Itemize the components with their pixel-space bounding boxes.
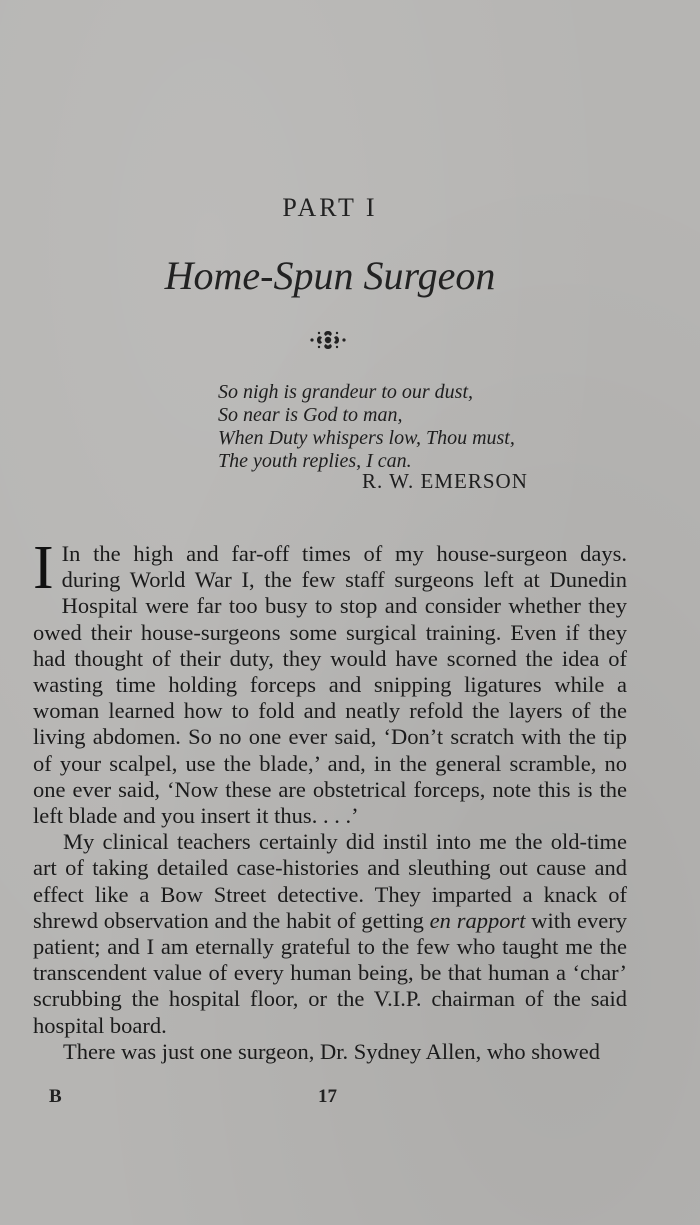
paragraph-1 (33, 534, 627, 829)
paragraph-3: There was just one surgeon, Dr. Sydney Allen, who showed (63, 1038, 601, 1064)
chapter-title: Home-Spun Surgeon (164, 253, 496, 298)
epigraph-line: The youth replies, I can. (218, 450, 412, 472)
paragraph-2-text-a: My clinical teachers certainly did instil into me the old-time art of taking detailed case-histories and sleuthing out cause and effect like a Bow Street detective. They imparted a knack of shrewd observation and the habit of getting (33, 829, 627, 933)
paragraph-2-italic: en rapport (429, 907, 526, 933)
part-heading: PART I (282, 193, 378, 222)
drop-cap: I (33, 534, 54, 602)
epigraph-attribution: R. W. EMERSON (362, 469, 528, 493)
paragraph-2-text-b: with every patient; and I am eternally grateful to the few who taught me the transcendent value of every human being, be that human a ‘char’ scrubbing the hospital floor, or the V.I.P. chairman of the said hospital board. (33, 907, 628, 1038)
page-number: 17 (318, 1086, 337, 1107)
paragraph-2 (33, 829, 627, 1039)
signature-mark: B (49, 1086, 62, 1107)
fleuron-icon (308, 327, 348, 353)
epigraph (218, 381, 515, 473)
epigraph-line: When Duty whispers low, Thou must, (218, 427, 515, 449)
paragraph-1-text: In the high and far-off times of my house-surgeon days. during World War I, the few staff surgeons left at Dunedin Hospital were far too busy to stop and consider whether they owed their house-surgeons some surgical training. Even if they had thought of their duty, they would have scorned the idea of wasting time holding forceps and snipping ligatures while a woman learned how to fold and neatly refold the layers of the living abdomen. So no one ever said, ‘Don’t scratch with the tip of your scalpel, use the blade,’ and, in the general scramble, no one ever said, ‘Now these are obstetrical forceps, note this is the left blade and you insert it thus. . . .’ (33, 541, 627, 829)
epigraph-line: So nigh is grandeur to our dust, (218, 381, 474, 403)
body-text (33, 534, 628, 1065)
epigraph-line: So near is God to man, (218, 404, 403, 426)
